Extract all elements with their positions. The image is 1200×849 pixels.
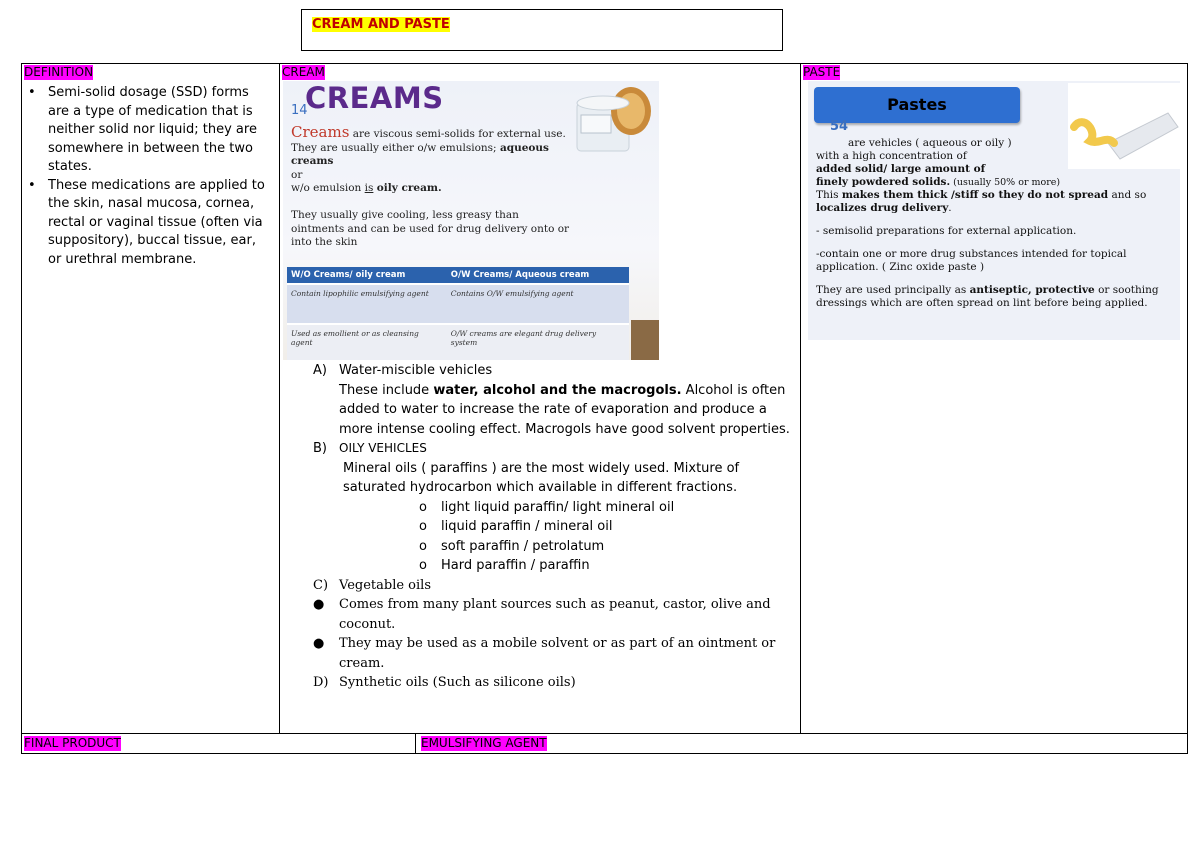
sub-list-item: o Hard paraffin / paraffin — [419, 558, 590, 573]
sub-list-item: o soft paraffin / petrolatum — [419, 538, 605, 554]
sub-list-item: o light liquid paraffin/ light mineral oil — [419, 499, 675, 515]
paste-line-bold: localizes drug delivery — [816, 202, 949, 214]
column-divider-2 — [800, 63, 801, 734]
paste-line: - semisolid preparations for external application. — [816, 225, 1077, 237]
creams-table-cell: O/W creams are elegant drug delivery system — [447, 324, 629, 360]
creams-table-header: O/W Creams/ Aqueous cream — [447, 267, 629, 284]
list-label: Water-miscible vehicles — [339, 363, 493, 378]
sub-list-text: light liquid paraffin/ light mineral oil — [441, 499, 675, 515]
cream-vehicles-list — [313, 361, 799, 693]
text-run-bold: water, alcohol and the macrogols. — [433, 382, 682, 398]
list-marker: A) — [313, 363, 327, 378]
paste-line-bold: finely powdered solids. — [816, 176, 951, 188]
pastes-slide-text — [816, 137, 1178, 310]
paste-line-bold: makes them thick /stiff so they do not spread — [841, 189, 1109, 201]
sub-list-text: Hard paraffin / paraffin — [441, 558, 590, 573]
paste-line: or soothing dressings which are often spread on lint before being applied. — [816, 284, 1159, 309]
paste-line: added solid/ large amount of — [816, 163, 986, 175]
paste-line: and so — [1108, 189, 1147, 201]
table-top-border — [21, 63, 1188, 64]
list-label: OILY VEHICLES — [339, 441, 427, 455]
text-run: Alcohol is often added to water to increase the rate of evaporation and produce a more intense cooling effect. Macrogols have good solvent properties. — [339, 382, 790, 437]
creams-slide-number: 14 — [291, 103, 308, 118]
text-run: These include — [339, 382, 434, 398]
creams-aqueous: aqueous creams — [291, 141, 549, 167]
creams-or: or — [291, 168, 303, 181]
paste-line: . — [948, 202, 952, 214]
paste-line: with a high concentration of — [816, 150, 967, 162]
pastes-slide-number: 54 — [830, 119, 849, 134]
list-label: Synthetic oils (Such as silicone oils) — [339, 675, 576, 690]
list-marker: C) — [313, 577, 329, 593]
definition-item: • Semi-solid dosage (SSD) forms are a type of medication that is neither solid nor liquid; they are somewhere in between the two states. — [26, 84, 270, 177]
column-divider-1 — [279, 63, 280, 734]
bottom-row-divider — [415, 733, 416, 754]
paste-line: (usually 50% or more) — [950, 177, 1061, 188]
bullet-text: Comes from many plant sources such as peanut, castor, olive and coconut. — [339, 597, 771, 632]
creams-oily: oily cream. — [376, 182, 442, 194]
table-left-border — [21, 63, 22, 754]
creams-para2: They usually give cooling, less greasy than ointments and can be used for drug delivery onto or into the skin — [291, 209, 570, 248]
creams-table-cell: Contain lipophilic emulsifying agent — [287, 284, 447, 324]
list-item-b — [313, 439, 799, 459]
list-item-c — [313, 576, 799, 596]
bullet-item — [313, 634, 799, 673]
creams-is: is — [364, 182, 374, 194]
title-box — [301, 9, 783, 51]
cream-header: CREAM — [282, 65, 325, 79]
table-mid-border — [21, 733, 1188, 734]
creams-slide-text — [291, 123, 573, 250]
paste-line: are vehicles ( aqueous or oily ) — [848, 137, 1012, 149]
list-item-b-text — [313, 459, 799, 498]
text-run: Mineral oils ( paraffins ) are the most widely used. Mixture of saturated hydrocarbon which available in different fractions. — [343, 460, 740, 495]
bullet-icon: ● — [313, 636, 325, 651]
paste-line: This — [816, 189, 842, 201]
table-right-border — [1187, 63, 1188, 754]
list-marker: B) — [313, 441, 327, 456]
sub-list-text: soft paraffin / petrolatum — [441, 538, 605, 554]
cream-jar-icon — [575, 85, 653, 155]
creams-table-cell: Used as emollient or as cleansing agent — [287, 324, 447, 360]
emulsifying-agent-header: EMULSIFYING AGENT — [421, 736, 547, 750]
definition-item: • These medications are applied to the skin, nasal mucosa, cornea, rectal or vaginal tissue (often via suppository), buccal tissue, ear, or urethral membrane. — [26, 177, 270, 270]
paste-line-bold: antiseptic, protective — [969, 284, 1095, 296]
creams-table-cell: Contains O/W emulsifying agent — [447, 284, 629, 324]
sub-list-text: liquid paraffin / mineral oil — [441, 519, 613, 534]
definition-list — [26, 84, 270, 269]
table-bottom-border — [21, 753, 1188, 754]
list-item-a-text — [313, 381, 799, 440]
creams-line1: are viscous semi-solids for external use. They are usually either o/w emulsions; — [291, 128, 566, 154]
pastes-slide-image — [808, 81, 1180, 340]
bullet-icon: ● — [313, 597, 325, 612]
wood-decoration — [631, 320, 659, 360]
list-item-d — [313, 673, 799, 693]
creams-table-header: W/O Creams/ oily cream — [287, 267, 447, 284]
paste-line: They are used principally as — [816, 284, 970, 296]
definition-header: DEFINITION — [24, 65, 94, 79]
list-item-a — [313, 361, 799, 381]
bullet-item — [313, 595, 799, 634]
final-product-header: FINAL PRODUCT — [24, 736, 121, 750]
creams-comparison-table — [287, 267, 629, 360]
list-label: Vegetable oils — [339, 577, 431, 593]
sub-list-item: o liquid paraffin / mineral oil — [419, 519, 613, 534]
bullet-text: They may be used as a mobile solvent or as part of an ointment or cream. — [339, 636, 776, 671]
paste-line: -contain one or more drug substances intended for topical application. ( Zinc oxide paste ) — [816, 248, 1127, 273]
document-title: CREAM AND PASTE — [312, 17, 450, 32]
creams-lead-word: Creams — [291, 123, 350, 141]
creams-slide-image — [283, 81, 659, 360]
creams-slide-title: CREAMS — [305, 81, 444, 115]
creams-wo: w/o emulsion — [291, 182, 362, 194]
paste-header: PASTE — [803, 65, 841, 79]
list-marker: D) — [313, 675, 329, 690]
pastes-slide-title: Pastes — [814, 87, 1020, 123]
